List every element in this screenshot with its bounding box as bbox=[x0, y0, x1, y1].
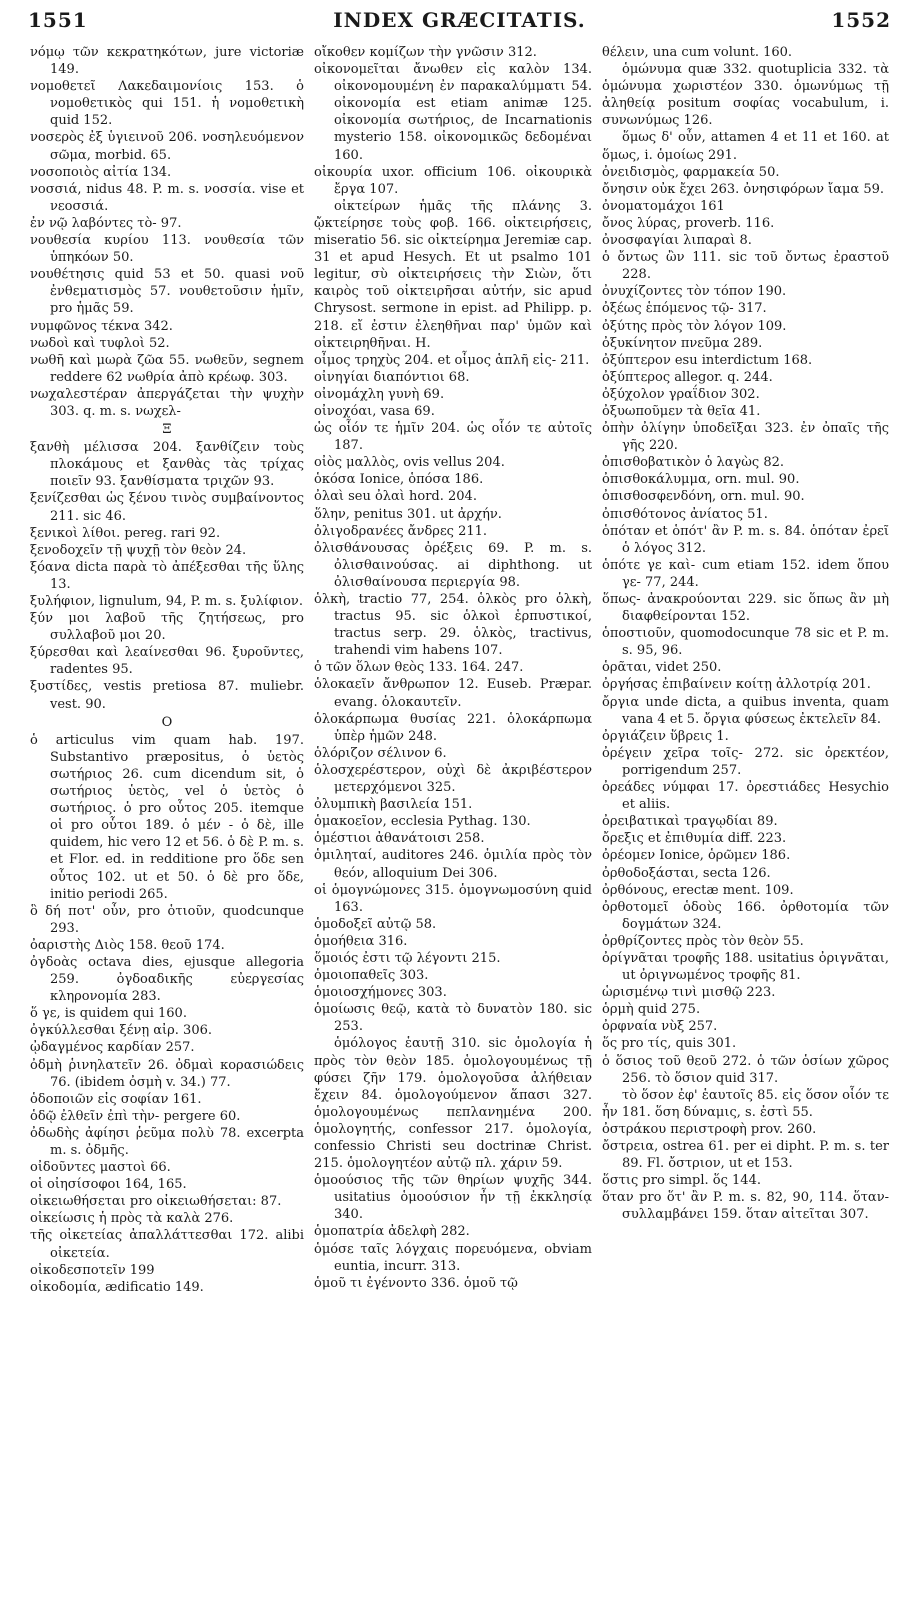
index-entry: ὀξύτης πρὸς τὸν λόγον 109. bbox=[602, 318, 787, 334]
index-entry: ὁμώνυμα quæ 332. quotuplicia 332. τὰ ὁμώνυμα χωριστέον 330. ὁμωνύμως τῇ ἀληθείᾳ positum σοφίας vocabulum, i. συνωνύμως 126. bbox=[602, 62, 889, 129]
index-entry: ὁποστιοῦν, quomodocunque 78 sic et P. m. s. 95, 96. bbox=[602, 626, 889, 659]
index-entry: ὄνος λύρας, proverb. 116. bbox=[602, 215, 775, 231]
index-entry: ὁμέστιοι ἀθανάτοισι 258. bbox=[314, 831, 485, 847]
index-entry: ξύν μοι λαβοῦ τῆς ζητήσεως, pro συλλαβοῦ μοι 20. bbox=[30, 611, 304, 644]
index-entry: ὅλην, penitus 301. ut ἀρχήν. bbox=[314, 506, 502, 522]
index-entry: οἰκοδεσποτεῖν 199 bbox=[30, 1262, 155, 1278]
index-entry: ξόανα dicta παρὰ τὸ ἀπέξεσθαι τῆς ὕλης 13. bbox=[30, 559, 304, 592]
index-entry: ὀλυμπικὴ βασιλεία 151. bbox=[314, 797, 473, 813]
index-entry: ὀδωδὴς ἀφίησι ῥεῦμα πολὺ 78. excerpta m. s. ὀδμῆς. bbox=[30, 1125, 304, 1158]
index-entry: ὄργια unde dicta, a quibus inventa, quam vana 4 et 5. ὄργια φύσεως ἐκτελεῖν 84. bbox=[602, 694, 889, 727]
index-entry: νουθέτησις quid 53 et 50. quasi νοῦ ἐνθεματισμὸς 57. νουθετοῦσιν ἡμῖν, pro ἡμᾶς 59. bbox=[30, 267, 304, 317]
index-entry: ὅ γε, is quidem qui 160. bbox=[30, 1006, 187, 1022]
index-entry: ὅπως- ἀνακρούονται 229. sic ὅπως ἂν μὴ διαφθείρονται 152. bbox=[602, 592, 889, 625]
index-entry: ξενοδοχεῖν τῇ ψυχῇ τὸν θεὸν 24. bbox=[30, 542, 247, 558]
index-entry: οἰνοχόαι, vasa 69. bbox=[314, 403, 435, 419]
index-entry: ὁμοῦ τι ἐγένοντο 336. ὁμοῦ τῷ bbox=[314, 1275, 518, 1291]
index-column-3 bbox=[602, 44, 889, 1606]
index-entry: ὀρέομεν Ionice, ὁρῶμεν 186. bbox=[602, 848, 791, 864]
index-entry: ὅμως δ' οὖν, attamen 4 et 11 et 160. at ὅμως, i. ὁμοίως 291. bbox=[602, 130, 889, 163]
index-entry: οἰνηγίαι διαπόντιοι 68. bbox=[314, 369, 470, 385]
index-entry: ὅστις pro simpl. ὅς 144. bbox=[602, 1173, 761, 1189]
index-entry: ὁμόσε ταῖς λόγχαις πορευόμενα, obviam euntia, incurr. 313. bbox=[314, 1241, 592, 1274]
index-entry: ὀρθρίζοντες πρὸς τὸν θεὸν 55. bbox=[602, 933, 804, 949]
index-entry: οἰκείωσις ἡ πρὸς τὰ καλὰ 276. bbox=[30, 1211, 234, 1227]
index-entry: ὁμοπατρία ἀδελφὴ 282. bbox=[314, 1224, 470, 1240]
index-entry: ὁ ὄντως ὢν 111. sic τοῦ ὄντως ἐραστοῦ 228. bbox=[602, 250, 889, 283]
index-entry: ὀξύπτερος allegor. q. 244. bbox=[602, 369, 773, 385]
index-entry: ὄστρεια, ostrea 61. per ei dipht. P. m. s. ter 89. Fl. ὄστριον, ut et 153. bbox=[602, 1139, 889, 1172]
index-entry: ὀξυωποῦμεν τὰ θεῖα 41. bbox=[602, 403, 761, 419]
index-entry: ὀνυχίζοντες τὸν τόπον 190. bbox=[602, 284, 787, 300]
index-entry: ὁμοίωσις θεῷ, κατὰ τὸ δυνατὸν 180. sic 253. bbox=[314, 1002, 592, 1035]
index-entry: νόμῳ τῶν κεκρατηκότων, jure victoriæ 149. bbox=[30, 45, 304, 78]
index-entry: ὁρᾶται, videt 250. bbox=[602, 660, 722, 676]
index-entry: ὁλκὴ, tractio 77, 254. ὁλκὸς pro ὁλκὴ, tractus 95. sic ὁλκοὶ ἑρπυστικοί, tractus serp. 29. ὁλκὸς, tractivus, trahendi vim habens 107. bbox=[314, 592, 592, 659]
page-number-left: 1551 bbox=[28, 8, 88, 32]
index-entry: ὡρισμένῳ τινὶ μισθῷ 223. bbox=[602, 985, 776, 1001]
index-entry: ὀργήσας ἐπιβαίνειν κοίτῃ ἀλλοτρίᾳ 201. bbox=[602, 677, 871, 693]
index-entry: οἰδοῦντες μαστοὶ 66. bbox=[30, 1160, 171, 1176]
index-entry: ὀρέγειν χεῖρα τοῖς- 272. sic ὀρεκτέον, porrigendum 257. bbox=[602, 745, 889, 778]
index-entry: ξανθὴ μέλισσα 204. ξανθίζειν τοὺς πλοκάμους et ξανθὰς τὰς τρίχας ποιεῖν 93. ξανθίσματα τριχῶν 93. bbox=[30, 440, 304, 490]
index-entry: ὀπισθότονος ἀνίατος 51. bbox=[602, 506, 768, 522]
index-entry: ὄνησιν οὐκ ἔχει 263. ὀνησιφόρων ἴαμα 59. bbox=[602, 181, 885, 197]
index-entry: ὁμοήθεια 316. bbox=[314, 933, 408, 949]
index-entry: ξενικοὶ λίθοι. pereg. rari 92. bbox=[30, 525, 221, 541]
index-entry: ὀξύχολον γραΐδιον 302. bbox=[602, 386, 760, 402]
index-entry: ὁμοιοσχήμονες 303. bbox=[314, 985, 447, 1001]
index-entry: ὁλοκαεῖν ἄνθρωπον 12. Euseb. Præpar. evang. ὁλοκαυτεῖν. bbox=[314, 677, 592, 710]
index-entry: ὁλόριζον σέλινον 6. bbox=[314, 745, 447, 761]
index-entry: ὁδῷ ἐλθεῖν ἐπὶ τὴν- pergere 60. bbox=[30, 1108, 241, 1124]
index-entry: νοσερὸς ἐξ ὑγιεινοῦ 206. νοσηλευόμενον σῶμα, morbid. 65. bbox=[30, 130, 304, 163]
index-entry: οἰκτείρων ἡμᾶς τῆς πλάνης 3. ᾤκτείρησε τοὺς φοβ. 166. οἰκτειρήσεις, miseratio 56. sic οἰκτείρημα Jeremiæ cap. 31 et apud Hesych. Et ut psalmo 101 legitur, σὺ οἰκτειρήσεις τὴν Σιὼν, ὅτι καιρὸς τοῦ οἰκτειρῆσαι αὐτήν, sic apud Chrysost. sermone in epist. ad Philipp. p. 218. εἴ ἐστιν ἐλεηθῆναι παρ' ὑμῶν καὶ οἰκτειρηθῆναι. H. bbox=[314, 198, 592, 351]
running-title: INDEX GRÆCITATIS. bbox=[333, 8, 586, 32]
index-entry: οἰκειωθήσεται pro οἰκειωθήσεται: 87. bbox=[30, 1194, 282, 1210]
index-entry: ὀνοσφαγίαι λιπαραὶ 8. bbox=[602, 233, 752, 249]
index-entry: ὁ ὅσιος τοῦ θεοῦ 272. ὁ τῶν ὁσίων χῶρος 256. τὸ ὅσιον quid 317. bbox=[602, 1053, 889, 1086]
index-entry: ὃ δή ποτ' οὖν, pro ὁτιοῦν, quodcunque 293. bbox=[30, 903, 304, 936]
index-entry: ὀαριστὴς Διὸς 158. θεοῦ 174. bbox=[30, 937, 225, 953]
index-entry: ξενίζεσθαι ὡς ξένου τινὸς συμβαίνοντος 211. sic 46. bbox=[30, 491, 304, 524]
index-entry: ὁρμὴ quid 275. bbox=[602, 1002, 701, 1018]
index-entry: ὅμοιός ἐστι τῷ λέγοντι 215. bbox=[314, 950, 501, 966]
index-entry: οἶμος τρηχὺς 204. et οἶμος ἁπλῆ εἰς- 211. bbox=[314, 352, 590, 368]
index-entry: ὁλοσχερέστερον, οὐχὶ δὲ ἀκριβέστερον μετερχόμενοι 325. bbox=[314, 762, 592, 796]
index-entry: ὅταν pro ὅτ' ἂν P. m. s. 82, 90, 114. ὅταν- συλλαμβάνει 159. ὅταν αἰτεῖται 307. bbox=[602, 1190, 889, 1223]
index-entry: ὀδμὴ ῥινηλατεῖν 26. ὀδμαὶ κορασιώδεις 76. (ibidem ὀσμὴ v. 34.) 77. bbox=[30, 1057, 304, 1090]
index-entry: ὀλισθάνουσας ὀρέξεις 69. P. m. s. ὀλισθαινούσας. ai diphthong. ut ὀλισθαίνουσα περιεργία 98. bbox=[314, 540, 592, 590]
index-entry: ὀρειβατικαὶ τραγῳδίαι 89. bbox=[602, 814, 778, 830]
index-entry: νοσσιά, nidus 48. P. m. s. νοσσία. vise et νεοσσιά. bbox=[30, 181, 304, 214]
index-entry: ὁδοποιῶν εἰς σοφίαν 161. bbox=[30, 1091, 202, 1107]
index-entry: νωχαλεστέραν ἀπεργάζεται τὴν ψυχὴν 303. q. m. s. νωχελ- bbox=[30, 386, 304, 419]
index-entry: οἱ ὁμογνώμονες 315. ὁμογνωμοσύνη quid 163. bbox=[314, 882, 592, 915]
index-entry: ὁπότε γε καὶ- cum etiam 152. idem ὅπου γε- 77, 244. bbox=[602, 557, 889, 590]
index-column-2 bbox=[314, 44, 592, 1606]
index-entry: ὁκόσα Ionice, ὁπόσα 186. bbox=[314, 472, 484, 488]
index-entry: ξυστίδες, vestis pretiosa 87. muliebr. vest. 90. bbox=[30, 679, 304, 712]
index-entry: ὀπισθοσφενδόνη, orn. mul. 90. bbox=[602, 489, 805, 505]
index-entry: ᾠδαγμένος καρδίαν 257. bbox=[30, 1040, 195, 1056]
index-column-1 bbox=[30, 44, 304, 1606]
index-entry: νουθεσία κυρίου 113. νουθεσία τῶν ὑπηκόων 50. bbox=[30, 233, 304, 266]
index-entry: θέλειν, una cum volunt. 160. bbox=[602, 45, 793, 60]
section-letter: Ο bbox=[161, 714, 173, 730]
index-entry: ὀρφναία νὺξ 257. bbox=[602, 1019, 718, 1035]
index-entry: ξυλήφιον, lignulum, 94, P. m. s. ξυλίφιον. bbox=[30, 594, 303, 609]
index-entry: ὁλοκάρπωμα θυσίας 221. ὁλοκάρπωμα ὑπὲρ ἡμῶν 248. bbox=[314, 711, 592, 744]
index-body bbox=[0, 44, 907, 1606]
index-entry: ὡς οἷόν τε ἡμῖν 204. ὡς οἷόν τε αὐτοῖς 187. bbox=[314, 421, 592, 454]
index-entry: ὀπισθοβατικὸν ὁ λαγὼς 82. bbox=[602, 455, 784, 471]
index-entry: ὁμοούσιος τῆς τῶν θηρίων ψυχῆς 344. usitatius ὁμοούσιον ἦν τῇ ἐκκλησίᾳ 340. bbox=[314, 1173, 592, 1223]
index-entry: οἰκονομεῖται ἄνωθεν εἰς καλὸν 134. οἰκονομουμένη ἐν παρακαλύμματι 54. οἰκονομία est etiam animæ 125. οἰκονομία σωτήριος, de Incarnationis mysterio 158. οἰκονομικῶς δεδομέναι 160. bbox=[314, 62, 592, 163]
index-entry: ὀρθοτομεῖ ὁδοὺς 166. ὀρθοτομία τῶν δογμάτων 324. bbox=[602, 899, 889, 932]
index-entry: ὁμακοεῖον, ecclesia Pythag. 130. bbox=[314, 814, 531, 830]
index-entry: ὀνειδισμὸς, φαρμακεία 50. bbox=[602, 164, 780, 180]
section-letter: Ξ bbox=[162, 422, 172, 438]
index-entry: οἰὸς μαλλὸς, ovis vellus 204. bbox=[314, 455, 505, 471]
index-entry: νομοθετεῖ Λακεδαιμονίοις 153. ὁ νομοθετικὸς qui 151. ἡ νομοθετικὴ quid 152. bbox=[30, 79, 304, 129]
running-header bbox=[28, 8, 891, 38]
index-entry: ὀλαὶ seu ὀλαὶ hord. 204. bbox=[314, 489, 477, 505]
index-entry: ὄρεξις et ἐπιθυμία diff. 223. bbox=[602, 831, 787, 847]
page-number-right: 1552 bbox=[831, 8, 891, 32]
index-entry: ὀπὴν ὀλίγην ὑποδεῖξαι 323. ἐν ὀπαῖς τῆς γῆς 220. bbox=[602, 421, 889, 454]
index-entry: ὀξύπτερον esu interdictum 168. bbox=[602, 352, 813, 368]
index-entry: ὀρθοδοξάσται, secta 126. bbox=[602, 865, 771, 881]
index-entry: οἰκοδομία, ædificatio 149. bbox=[30, 1279, 204, 1295]
index-entry: ὁπόταν et ὁπότ' ἂν P. m. s. 84. ὁπόταν ἐρεῖ ὁ λόγος 312. bbox=[602, 523, 889, 556]
index-entry: ὀγδοὰς octava dies, ejusque allegoria 259. ὀγδοαδικῆς εὐεργεσίας κληρονομία 283. bbox=[30, 954, 304, 1005]
index-entry: ξύρεσθαι καὶ λεαίνεσθαι 96. ξυροῦντες, radentes 95. bbox=[30, 645, 304, 678]
index-entry: ὀξυκίνητον πνεῦμα 289. bbox=[602, 335, 763, 351]
index-entry: ὅς pro τίς, quis 301. bbox=[602, 1036, 737, 1052]
index-entry: νωθῆ καὶ μωρὰ ζῶα 55. νωθεῦν, segnem reddere 62 νωθρία ἀπὸ κρέωφ. 303. bbox=[30, 352, 304, 385]
index-entry: νυμφῶνος τέκνα 342. bbox=[30, 318, 173, 334]
index-entry: ὁ articulus vim quam hab. 197. Substantivo præpositus, ὁ ὑετὸς σωτήριος 26. cum dicendum sit, ὁ σωτήριος ὑετὸς, vel ὁ ὑετὸς ὁ σωτήριος. ὁ pro οὗτος 205. itemque οἱ pro οὗτοι 189. ὁ μέν - ὁ δὲ, ille quidem, hic vero 12 et 56. ὁ δὲ P. m. s. et Flor. ed. in redditione pro ὅδε sen οὗτος 102. ut et 50. ὁ δὲ pro ὅδε, initio periodi 265. bbox=[30, 732, 304, 902]
index-entry: ὀστράκου περιστροφὴ prov. 260. bbox=[602, 1121, 817, 1137]
index-entry: ὀπισθοκάλυμμα, orn. mul. 90. bbox=[602, 472, 800, 488]
index-entry: οἰνομάχλη γυνὴ 69. bbox=[314, 386, 445, 402]
index-entry: ὀξέως ἑπόμενος τῷ- 317. bbox=[602, 301, 767, 317]
index-entry: τῆς οἰκετείας ἀπαλλάττεσθαι 172. alibi οἰκετεία. bbox=[30, 1228, 304, 1261]
index-entry: ὀλιγοδρανέες ἄνδρες 211. bbox=[314, 523, 488, 539]
index-entry: νωδοὶ καὶ τυφλοὶ 52. bbox=[30, 335, 170, 351]
index-entry: ὀργιάζειν ὕβρεις 1. bbox=[602, 728, 729, 744]
index-entry: ὁμόλογος ἑαυτῇ 310. sic ὁμολογία ἡ πρὸς τὸν θεὸν 185. ὁμολογουμένως τῇ φύσει ζῆν 179. ὁμολογοῦσα ἀλήθειαν ἔχειν 84. ὁμολογούμενον ἅπασι 327. ὁμολογουμένως πεπλανημένα 200. ὁμολογητής, confessor 217. ὁμολογία, confessio Christi seu doctrinæ Christ. 215. ὁμολογητέον αὐτῷ πλ. χάριν 59. bbox=[314, 1036, 592, 1172]
index-entry: τὸ ὅσον ἐφ' ἑαυτοῖς 85. εἰς ὅσον οἷόν τε ἦν 181. ὅση δύναμις, s. ἐστὶ 55. bbox=[602, 1087, 889, 1120]
index-entry: ὀγκύλλεσθαι ξένῃ αἰρ. 306. bbox=[30, 1023, 212, 1039]
index-entry: ὀρεάδες νύμφαι 17. ὀρεστιάδες Hesychio et aliis. bbox=[602, 780, 889, 813]
index-entry: ἐν νῷ λαβόντες τὸ- 97. bbox=[30, 215, 182, 231]
index-entry: νοσοποιὸς αἰτία 134. bbox=[30, 164, 172, 180]
index-entry: ὁμιληταί, auditores 246. ὁμιλία πρὸς τὸν θεόν, alloquium Dei 306. bbox=[314, 848, 592, 881]
index-entry: οἴκοθεν κομίζων τὴν γνῶσιν 312. bbox=[314, 45, 537, 60]
index-entry: οἱ οἰησίσοφοι 164, 165. bbox=[30, 1177, 187, 1193]
index-entry: ὁ τῶν ὅλων θεὸς 133. 164. 247. bbox=[314, 660, 524, 676]
index-entry: ὁμοδοξεῖ αὐτῷ 58. bbox=[314, 916, 437, 932]
index-entry: ὀρίγνᾶται τροφῆς 188. usitatius ὀριγνᾶται, ut ὀριγνωμένος τροφῆς 81. bbox=[602, 950, 889, 984]
index-entry: ὀρθόνους, erectæ ment. 109. bbox=[602, 882, 794, 898]
index-entry: ὁμοιοπαθεῖς 303. bbox=[314, 968, 429, 984]
index-entry: οἰκουρία uxor. officium 106. οἰκουρικὰ ἔργα 107. bbox=[314, 164, 592, 197]
index-entry: ὀνοματομάχοι 161 bbox=[602, 198, 725, 214]
